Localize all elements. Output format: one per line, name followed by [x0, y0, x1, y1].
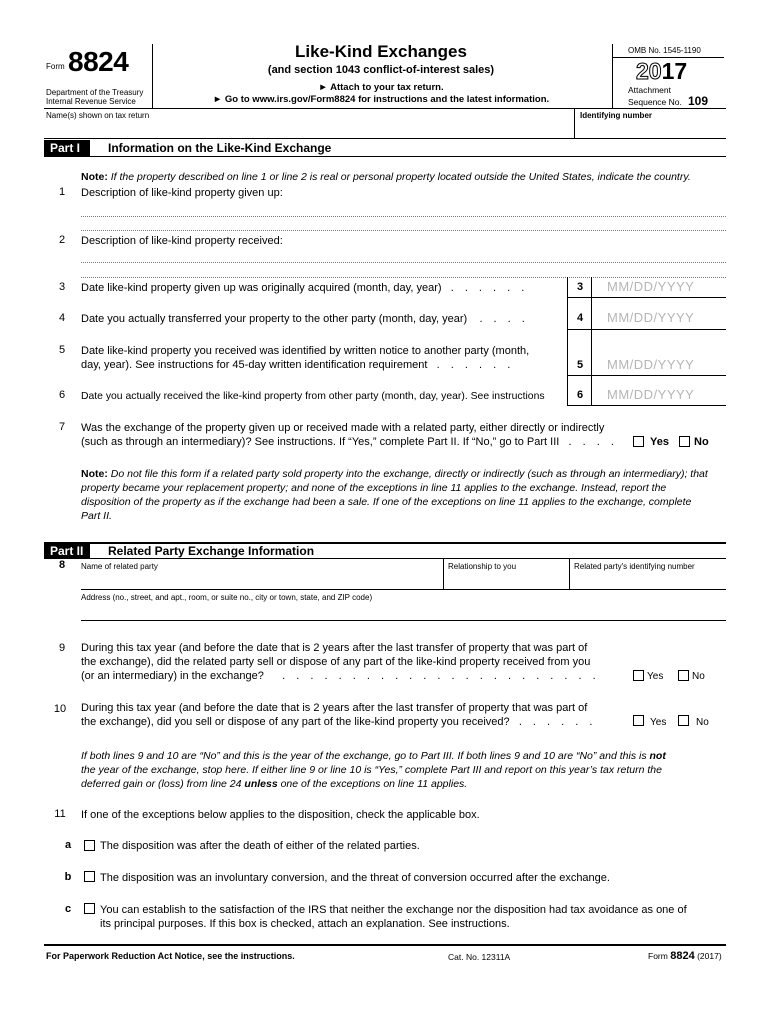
related-name-input[interactable] [81, 573, 439, 587]
relationship-input[interactable] [448, 573, 566, 587]
line-11c-label-b: its principal purposes. If this box is checked, attach an explanation. See instructions. [100, 918, 510, 930]
line-7-number: 7 [58, 421, 66, 433]
line-7-yes-label: Yes [650, 436, 669, 448]
line-3-number: 3 [58, 281, 66, 293]
address-input[interactable] [81, 604, 724, 618]
line-11-label: If one of the exceptions below applies to the disposition, check the applicable box. [81, 809, 480, 821]
line-5-box-number: 5 [576, 359, 584, 371]
footer-form-id: Form 8824 (2017) [648, 950, 722, 962]
line-11a-checkbox[interactable] [84, 840, 95, 851]
line-1-number: 1 [58, 186, 66, 198]
form-title: Like-Kind Exchanges [295, 42, 467, 61]
catalog-number: Cat. No. 12311A [448, 952, 511, 962]
line-6-box-number: 6 [576, 389, 584, 401]
line-8-number: 8 [58, 559, 66, 571]
line-4-number: 4 [58, 312, 66, 324]
tax-year [636, 58, 687, 84]
related-name-label: Name of related party [81, 562, 158, 571]
line-7-label-a: Was the exchange of the property given up or received made with a related party, either directly or indirectly [81, 422, 605, 434]
line-2-number: 2 [58, 234, 66, 246]
omb-number: OMB No. 1545-1190 [628, 46, 701, 55]
identifying-number-label: Identifying number [580, 111, 652, 120]
line-10-number: 10 [53, 703, 67, 715]
form-label: Form [46, 62, 65, 71]
form-subtitle: (and section 1043 conflict-of-interest sales) [267, 64, 495, 76]
line-3-label: Date like-kind property given up was originally acquired (month, day, year) . . . . . . [81, 282, 529, 294]
identifying-number-field[interactable] [580, 121, 724, 135]
line-6-date-input[interactable]: MM/DD/YYYY [607, 387, 695, 402]
name-field[interactable] [46, 121, 572, 135]
line-11b-label: The disposition was an involuntary conversion, and the threat of conversion occurred after the exchange. [100, 872, 610, 884]
line-7-label-b: (such as through an intermediary)? See instructions. If “Yes,” complete Part II. If “No,” go to Part III . . . . [81, 436, 618, 448]
line-11-number: 11 [54, 808, 66, 820]
line-11b-letter: b [64, 871, 72, 883]
line-11a-letter: a [64, 839, 72, 851]
line-9-label-c: (or an intermediary) in the exchange? . . . . . . . . . . . . . . . . . . . . . . . [81, 670, 600, 682]
part-2-tag: Part II [44, 543, 90, 559]
line-5-label-b: day, year). See instructions for 45-day written identification requirement . . . . . . [81, 359, 515, 371]
attachment-label: Attachment [628, 85, 671, 95]
line-2-input-continued[interactable] [81, 250, 726, 262]
part-1-note: Note: If the property described on line 1 or line 2 is real or personal property located outside the United States, indicate the country. [81, 171, 691, 183]
line-4-label: Date you actually transferred your property to the other party (month, day, year) . . . . [81, 313, 529, 325]
goto-line: ► Go to www.irs.gov/Form8824 for instructions and the latest information. [212, 94, 550, 105]
sequence-label: Sequence No. [628, 97, 682, 107]
year-bold: 17 [661, 58, 688, 84]
line-11b-checkbox[interactable] [84, 871, 95, 882]
line-6-label: Date you actually received the like-kind property from other party (month, day, year). See instructions [81, 391, 545, 402]
line-1-input-continued[interactable] [81, 203, 726, 215]
paperwork-notice: For Paperwork Reduction Act Notice, see the instructions. [46, 951, 295, 961]
line-9-label-b: the exchange), did the related party sell or dispose of any part of the like-kind property received from you [81, 656, 591, 668]
line-2-input[interactable] [294, 234, 724, 248]
line-6-number: 6 [58, 389, 66, 401]
line-10-yes-label: Yes [650, 717, 667, 728]
line-11c-checkbox[interactable] [84, 903, 95, 914]
line-10-no-label: No [696, 717, 709, 728]
line-9-no-checkbox[interactable] [678, 670, 689, 681]
line-2-label: Description of like-kind property received: [81, 235, 283, 247]
line-10-label-a: During this tax year (and before the date that is 2 years after the last transfer of property that was part of [81, 702, 588, 714]
line-7-yes-checkbox[interactable] [633, 436, 644, 447]
dept-line2: Internal Revenue Service [46, 97, 136, 106]
line-4-box-number: 4 [576, 312, 584, 324]
line-4-date-input[interactable]: MM/DD/YYYY [607, 310, 695, 325]
relationship-label: Relationship to you [448, 562, 517, 571]
line-3-box-number: 3 [576, 281, 584, 293]
line-1-input[interactable] [294, 186, 724, 200]
line-1-label: Description of like-kind property given up: [81, 187, 283, 199]
line-9-no-label: No [692, 671, 705, 682]
address-label: Address (no., street, and apt., room, or suite no., city or town, state, and ZIP code) [81, 593, 373, 602]
line-11c-label-a: You can establish to the satisfaction of the IRS that neither the exchange nor the disposition had tax avoidance as one of [100, 904, 687, 916]
line-10-no-checkbox[interactable] [678, 715, 689, 726]
line-9-label-a: During this tax year (and before the date that is 2 years after the last transfer of property that was part of [81, 642, 588, 654]
year-outline: 20 [636, 58, 662, 84]
part-1-title: Information on the Like-Kind Exchange [108, 141, 332, 155]
form-number: 8824 [68, 46, 129, 77]
sequence-number: 109 [688, 94, 709, 108]
attach-line: ► Attach to your tax return. [318, 82, 444, 93]
names-label: Name(s) shown on tax return [46, 111, 150, 120]
part-2-title: Related Party Exchange Information [108, 544, 315, 558]
line-10-label-b: the exchange), did you sell or dispose of any part of the like-kind property you received? . . . . . . [81, 716, 597, 728]
line-5-number: 5 [58, 344, 66, 356]
dept-line1: Department of the Treasury [46, 88, 144, 97]
line-3-date-input[interactable]: MM/DD/YYYY [607, 279, 695, 294]
line-11c-letter: c [64, 903, 72, 915]
line-7-no-checkbox[interactable] [679, 436, 690, 447]
line-5-label-a: Date like-kind property you received was identified by written notice to another party (month, [81, 345, 530, 357]
line-5-date-input[interactable]: MM/DD/YYYY [607, 357, 695, 372]
line-9-number: 9 [58, 642, 66, 654]
line-10-yes-checkbox[interactable] [633, 715, 644, 726]
part-1-tag: Part I [44, 140, 90, 156]
line-9-yes-label: Yes [647, 671, 664, 682]
line-7-no-label: No [694, 436, 709, 448]
related-id-label: Related party's identifying number [574, 562, 695, 571]
line-9-yes-checkbox[interactable] [633, 670, 644, 681]
related-id-input[interactable] [574, 573, 724, 587]
line-11a-label: The disposition was after the death of either of the related parties. [100, 840, 420, 852]
